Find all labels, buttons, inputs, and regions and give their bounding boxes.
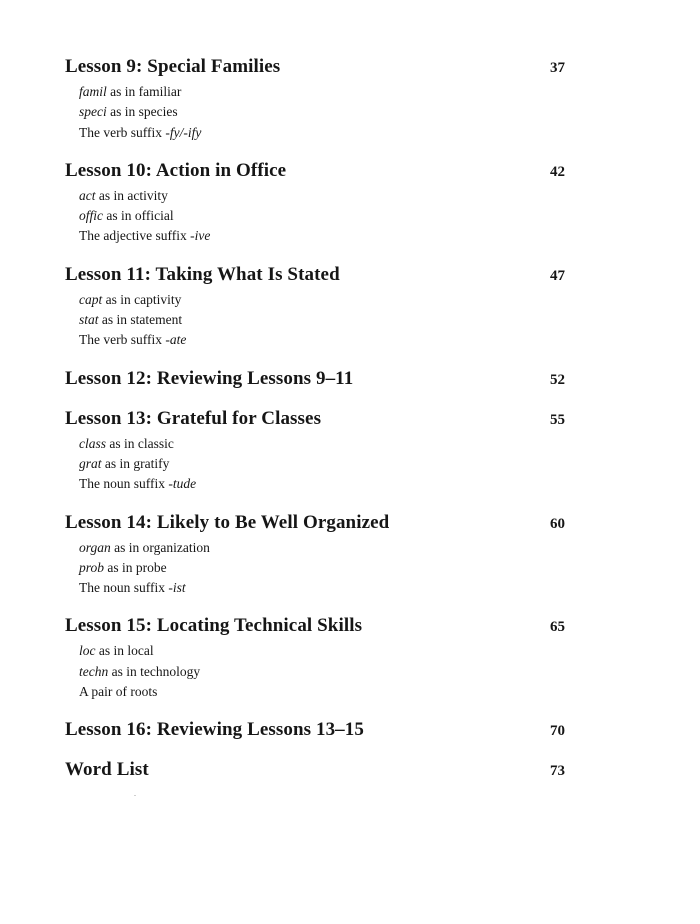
page-number: 47: [550, 267, 565, 284]
topic-item: [79, 454, 565, 474]
page-number: 37: [550, 60, 565, 76]
lesson-topics: [79, 82, 565, 143]
toc-entry-lesson-12: [65, 368, 565, 394]
toc-entry-header: [65, 264, 565, 290]
topic-item: [79, 330, 565, 350]
root-term: act: [79, 187, 96, 203]
suffix-term: -ate: [165, 332, 187, 348]
topic-item: [79, 682, 565, 702]
topic-text: The verb suffix: [79, 124, 166, 140]
topic-item: [79, 434, 565, 454]
lesson-title: Lesson 16: Reviewing Lessons 13–15: [65, 719, 364, 741]
topic-item: [79, 474, 565, 494]
topic-item: [79, 662, 565, 682]
page-number: 60: [550, 515, 565, 532]
lesson-title: Lesson 14: Likely to Be Well Organized: [65, 511, 390, 533]
topic-item: [79, 226, 565, 246]
lesson-topics: [79, 434, 565, 495]
root-term: organ: [79, 539, 111, 555]
topic-text: as in statement: [98, 312, 183, 328]
topic-text: as in technology: [108, 663, 201, 679]
root-term: stat: [79, 312, 99, 328]
root-term: techn: [79, 663, 109, 679]
page-number: 42: [550, 163, 565, 180]
toc-entry-header: [65, 512, 565, 538]
topic-text: as in official: [103, 208, 174, 224]
topic-text: as in classic: [106, 435, 174, 451]
toc-entry-lesson-10: [65, 160, 565, 247]
topic-item: [79, 290, 565, 310]
topic-text: The verb suffix: [79, 332, 166, 348]
scan-speck: [134, 795, 136, 796]
root-term: loc: [79, 643, 96, 659]
toc-entry-header: [65, 759, 565, 785]
root-term: prob: [79, 559, 105, 575]
topic-text: as in local: [95, 643, 154, 659]
root-term: speci: [79, 104, 107, 120]
page-number: 52: [550, 371, 565, 388]
lesson-topics: [79, 290, 565, 351]
page-number: 73: [550, 763, 565, 780]
suffix-term: -fy/-ify: [165, 124, 202, 140]
root-term: capt: [79, 291, 103, 307]
lesson-topics: [79, 538, 565, 599]
toc-entry-lesson-15: [65, 615, 565, 702]
page-number: 55: [550, 411, 565, 428]
topic-item: [79, 558, 565, 578]
lesson-title: Lesson 9: Special Families: [65, 56, 281, 77]
lesson-title: Lesson 15: Locating Technical Skills: [65, 615, 363, 637]
lesson-title: Lesson 12: Reviewing Lessons 9–11: [65, 367, 354, 389]
topic-text: The noun suffix: [79, 476, 169, 492]
topic-item: [79, 578, 565, 598]
toc-entry-header: [65, 408, 565, 434]
root-term: class: [79, 435, 106, 451]
toc-entry-lesson-9: [65, 56, 565, 143]
topic-text: The noun suffix: [79, 580, 169, 596]
page-number: 65: [550, 619, 565, 636]
topic-item: [79, 641, 565, 661]
topic-text: A pair of roots: [79, 684, 158, 700]
topic-item: [79, 186, 565, 206]
root-term: grat: [79, 455, 102, 471]
topic-text: as in probe: [104, 559, 167, 575]
toc-entry-lesson-14: [65, 512, 565, 599]
lesson-title: Lesson 11: Taking What Is Stated: [65, 263, 340, 285]
topic-text: as in familiar: [106, 84, 182, 99]
topic-text: as in organization: [110, 539, 210, 555]
lesson-title: Lesson 13: Grateful for Classes: [65, 407, 322, 429]
suffix-term: -ive: [190, 228, 211, 244]
topic-item: [79, 206, 565, 226]
toc-entry-lesson-11: [65, 264, 565, 351]
lesson-topics: [79, 641, 565, 702]
toc-entry-header: [65, 56, 565, 82]
lesson-title: Lesson 10: Action in Office: [65, 159, 287, 181]
toc-entry-header: [65, 368, 565, 394]
toc-entry-lesson-13: [65, 408, 565, 495]
suffix-term: -ist: [168, 580, 186, 596]
suffix-term: -tude: [168, 476, 197, 492]
topic-text: as in activity: [95, 187, 168, 203]
topic-text: as in captivity: [102, 291, 182, 307]
table-of-contents: [65, 56, 565, 785]
toc-entry-header: [65, 615, 565, 641]
topic-item: [79, 82, 565, 102]
toc-entry-header: [65, 160, 565, 186]
root-term: famil: [79, 84, 107, 99]
topic-text: The adjective suffix: [79, 228, 191, 244]
topic-item: [79, 538, 565, 558]
topic-text: as in gratify: [101, 455, 170, 471]
topic-item: [79, 102, 565, 122]
root-term: offic: [79, 208, 103, 224]
toc-entry-header: [65, 719, 565, 745]
toc-entry-lesson-16: [65, 719, 565, 745]
page-number: 70: [550, 723, 565, 740]
lesson-topics: [79, 186, 565, 247]
topic-text: as in species: [106, 104, 178, 120]
toc-entry-word-list: [65, 759, 565, 785]
lesson-title: Word List: [65, 759, 149, 781]
topic-item: [79, 123, 565, 143]
topic-item: [79, 310, 565, 330]
